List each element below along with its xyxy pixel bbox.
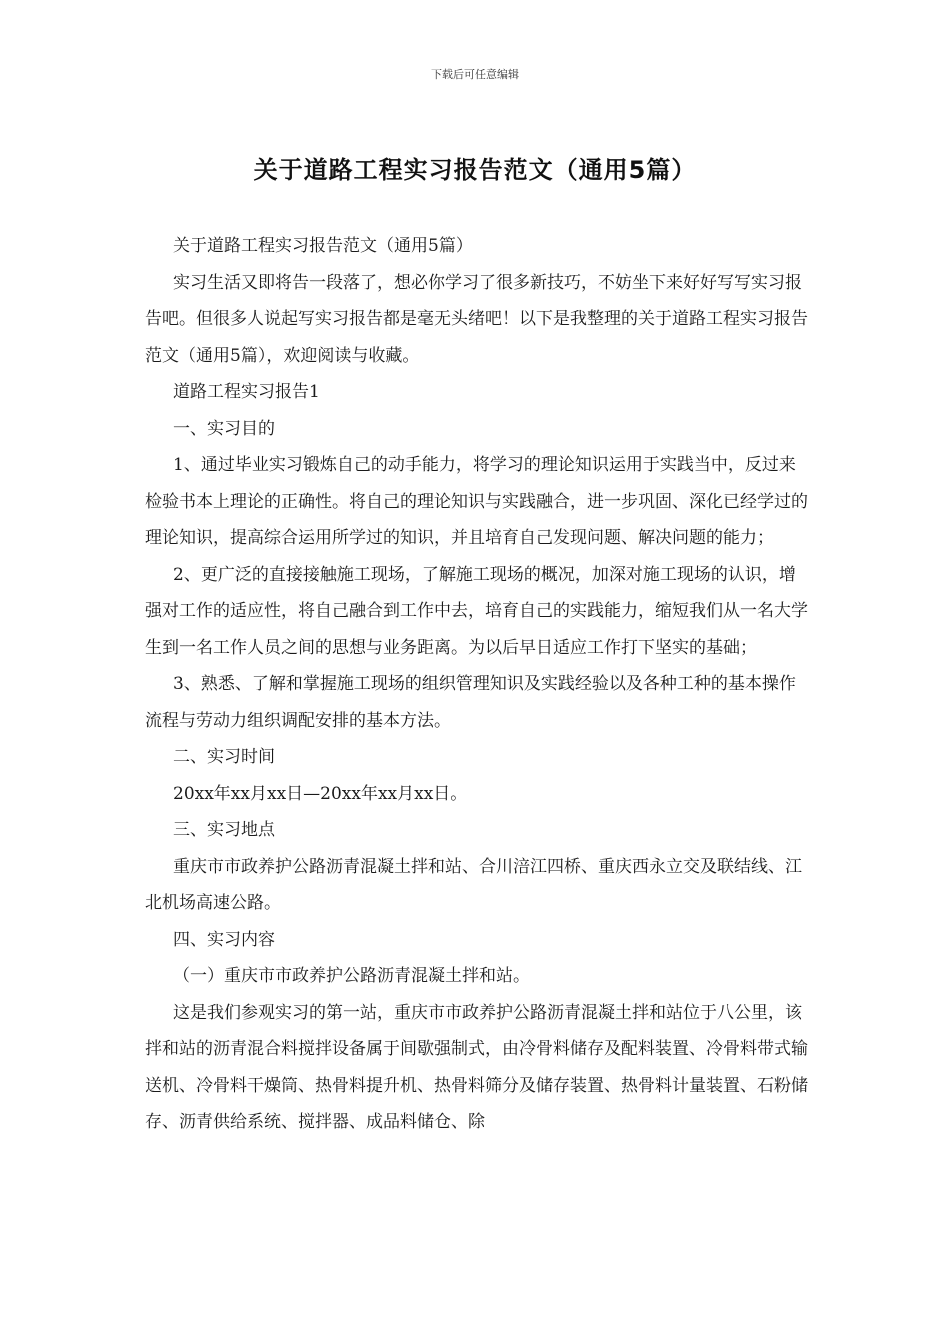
section-heading-location: 三、实习地点 (173, 820, 275, 840)
paragraph-intro: 实习生活又即将告一段落了，想必你学习了很多新技巧，不妨坐下来好好写写实习报告吧。但很多人说起写实习报告都是毫无头绪吧！以下是我整理的关于道路工程实习报告范文（通用5篇），欢迎阅读与收藏。 (145, 272, 808, 366)
paragraph-purpose-3: 3、熟悉、了解和掌握施工现场的组织管理知识及实践经验以及各种工种的基本操作流程与劳动力组织调配安排的基本方法。 (145, 674, 796, 731)
paragraph-time: 20xx年xx月xx日—20xx年xx月xx日。 (173, 783, 468, 804)
document-body (145, 228, 810, 1141)
paragraph-location: 重庆市市政养护公路沥青混凝土拌和站、合川涪江四桥、重庆西永立交及联结线、江北机场高速公路。 (145, 856, 802, 913)
subsection-heading-1: （一）重庆市市政养护公路沥青混凝土拌和站。 (173, 966, 530, 986)
header-note: 下载后可任意编辑 (431, 68, 519, 81)
document-title: 关于道路工程实习报告范文（通用5篇） (253, 156, 697, 184)
section-heading-content: 四、实习内容 (173, 929, 275, 950)
section-heading-time: 二、实习时间 (173, 747, 275, 767)
section-heading-purpose: 一、实习目的 (173, 418, 275, 439)
paragraph-content-1: 这是我们参观实习的第一站，重庆市市政养护公路沥青混凝土拌和站位于八公里，该拌和站的沥青混合料搅拌设备属于间歇强制式，由冷骨料储存及配料装置、冷骨料带式输送机、冷骨料干燥筒、热骨料提升机、热骨料筛分及储存装置、热骨料计量装置、石粉储存、沥青供给系统、搅拌器、成品料储仓、除 (145, 1002, 808, 1132)
paragraph-purpose-2: 2、更广泛的直接接触施工现场，了解施工现场的概况，加深对施工现场的认识，增强对工作的适应性，将自己融合到工作中去，培育自己的实践能力，缩短我们从一名大学生到一名工作人员之间的思想与业务距离。为以后早日适应工作打下坚实的基础； (145, 564, 808, 658)
paragraph-intro-title: 关于道路工程实习报告范文（通用5篇） (173, 236, 473, 256)
paragraph-purpose-1: 1、通过毕业实习锻炼自己的动手能力，将学习的理论知识运用于实践当中，反过来检验书本上理论的正确性。将自己的理论知识与实践融合，进一步巩固、深化已经学过的理论知识，提高综合运用所学过的知识，并且培育自己发现问题、解决问题的能力； (145, 455, 808, 548)
paragraph-report-heading: 道路工程实习报告1 (173, 382, 320, 402)
